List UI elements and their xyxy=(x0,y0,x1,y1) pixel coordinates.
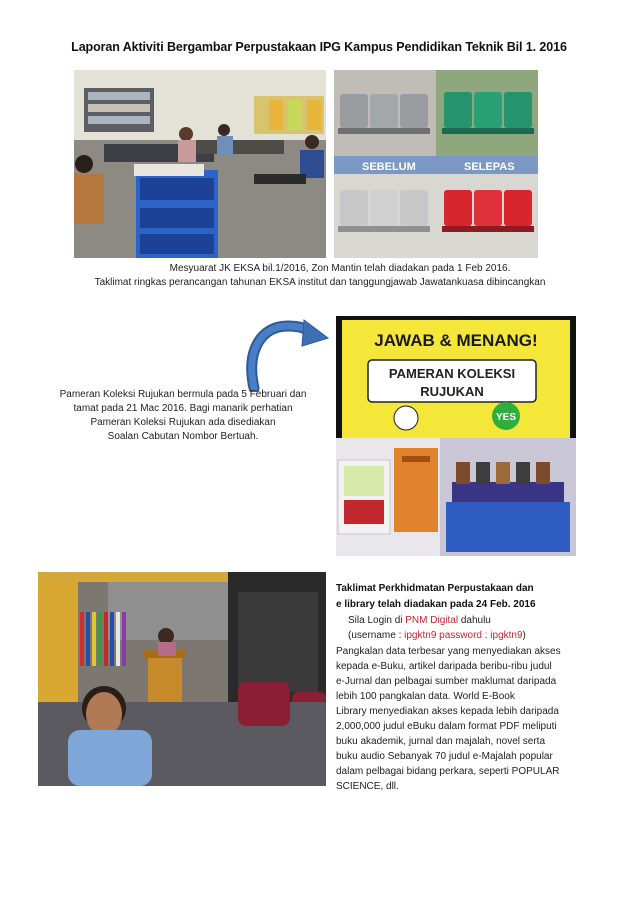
caption-line-2: Taklimat ringkas perancangan tahunan EKSA institut dan tanggungjawab Jawatankuasa dibincangkan xyxy=(94,277,546,288)
briefing-heading-line-1: Taklimat Perkhidmatan Perpustakaan dan xyxy=(336,583,534,594)
poster-line-1: PAMERAN KOLEKSI xyxy=(388,366,516,381)
login-credentials xyxy=(348,629,526,644)
label-sebelum: SEBELUM xyxy=(362,161,416,173)
cred-open: (username : xyxy=(348,630,405,641)
label-selepas: SELEPAS xyxy=(464,161,515,173)
briefing-photo xyxy=(38,572,326,786)
briefing-para-line-9: dalam pelbagai bidang perkara, seperti POPULAR xyxy=(336,766,560,777)
exhibition-poster-photo xyxy=(336,316,576,556)
briefing-para-line-8: buku audio Sebanyak 70 judul e-Majalah popular xyxy=(336,751,553,762)
pnm-digital-link[interactable]: PNM Digital xyxy=(405,615,459,626)
exhibition-text-line-1: Pameran Koleksi Rujukan bermula pada 5 Februari dan xyxy=(59,389,307,400)
login-suffix: dahulu xyxy=(458,615,491,626)
page-title: Laporan Aktiviti Bergambar Perpustakaan IPG Kampus Pendidikan Teknik Bil 1. 2016 xyxy=(71,40,567,54)
login-instruction xyxy=(348,614,491,629)
caption-line-1: Mesyuarat JK EKSA bil.1/2016, Zon Mantin telah diadakan pada 1 Feb 2016. xyxy=(169,263,511,274)
poster-line-2: RUJUKAN xyxy=(420,384,484,399)
briefing-para-line-1: Pangkalan data terbesar yang menyediakan akses xyxy=(336,646,561,657)
cred-close: ) xyxy=(522,630,526,641)
briefing-para-line-2: kepada e-Buku, artikel daripada beribu-ribu judul xyxy=(336,661,552,672)
briefing-para-line-3: e-Jurnal dan pelbagai sumber maklumat daripada xyxy=(336,676,557,687)
exhibition-text-line-2: tamat pada 21 Mac 2016. Bagi manarik perhatian xyxy=(73,403,293,414)
poster-heading: JAWAB & MENANG! xyxy=(374,331,538,350)
exhibition-text-line-3: Pameran Koleksi Rujukan ada disediakan xyxy=(90,417,276,428)
exhibition-text-line-4: Soalan Cabutan Nombor Bertuah. xyxy=(107,431,259,442)
curved-arrow-icon xyxy=(240,312,330,392)
chairs-before-after-photo xyxy=(334,70,538,258)
briefing-para-line-7: buku akademik, jurnal dan majalah, novel serta xyxy=(336,736,546,747)
poster-yes: YES xyxy=(495,412,517,423)
meeting-photo xyxy=(74,70,326,258)
login-prefix: Sila Login di xyxy=(348,615,406,626)
briefing-para-line-6: 2,000,000 judul eBuku dalam format PDF meliputi xyxy=(336,721,557,732)
cred-value: ipgktn9 password : ipgktn9 xyxy=(404,630,523,641)
briefing-para-line-4: lebih 100 pangkalan data. World E-Book xyxy=(336,691,515,702)
briefing-para-line-10: SCIENCE, dll. xyxy=(336,781,399,792)
briefing-heading-line-2: e library telah diadakan pada 24 Feb. 2016 xyxy=(336,599,536,610)
briefing-para-line-5: Library menyediakan akses kepada lebih daripada xyxy=(336,706,559,717)
